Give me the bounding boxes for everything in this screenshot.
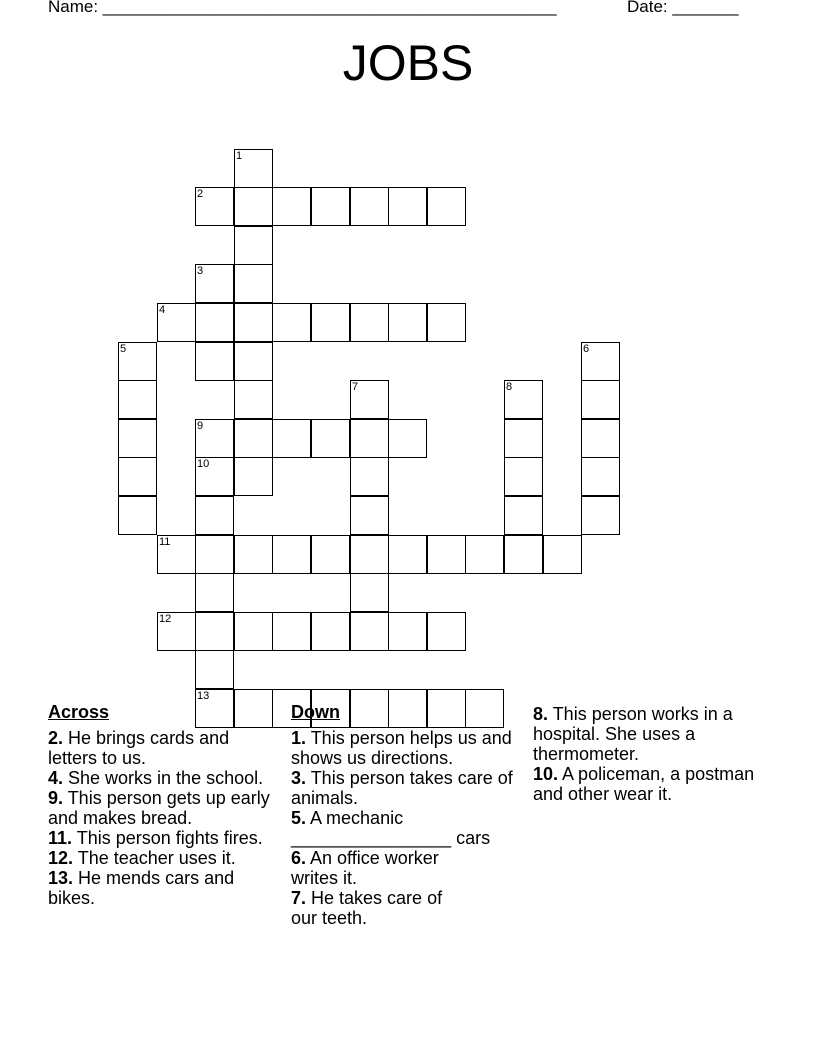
grid-cell[interactable] — [234, 535, 273, 574]
clue-across-12: 12. The teacher uses it. — [48, 848, 236, 868]
grid-cell[interactable] — [350, 187, 389, 226]
grid-cell[interactable] — [118, 457, 157, 496]
across-clues — [48, 702, 270, 908]
grid-cell[interactable] — [195, 535, 234, 574]
clue-down-1: 1. This person helps us and shows us directions. — [291, 728, 512, 768]
clue-number: 8 — [506, 381, 513, 393]
clue-across-2: 2. He brings cards and letters to us. — [48, 728, 230, 768]
clue-across-9: 9. This person gets up early and makes bread. — [48, 788, 270, 828]
grid-cell[interactable] — [118, 342, 157, 381]
grid-cell[interactable] — [581, 342, 620, 381]
clue-number: 1 — [236, 150, 243, 162]
clue-number: 10 — [197, 458, 210, 470]
grid-cell[interactable] — [118, 419, 157, 458]
grid-cell[interactable] — [504, 457, 543, 496]
clue-number: 6 — [583, 343, 590, 355]
grid-cell[interactable] — [272, 187, 311, 226]
grid-cell[interactable] — [234, 342, 273, 381]
clue-number: 9 — [197, 420, 204, 432]
grid-cell[interactable] — [195, 496, 234, 535]
grid-cell[interactable] — [311, 535, 350, 574]
grid-cell[interactable] — [272, 303, 311, 342]
grid-cell[interactable] — [311, 419, 350, 458]
grid-cell[interactable] — [543, 535, 582, 574]
grid-cell[interactable] — [350, 573, 389, 612]
clue-down-5: 5. A mechanic ________________ cars — [291, 808, 491, 848]
grid-cell[interactable] — [157, 303, 196, 342]
grid-cell[interactable] — [350, 496, 389, 535]
grid-cell[interactable] — [195, 612, 234, 651]
grid-cell[interactable] — [234, 303, 273, 342]
clue-down-7: 7. He takes care of our teeth. — [291, 888, 443, 928]
grid-cell[interactable] — [581, 419, 620, 458]
grid-cell[interactable] — [234, 264, 273, 303]
grid-cell[interactable] — [388, 612, 427, 651]
page-title: JOBS — [342, 35, 474, 91]
grid-cell[interactable] — [504, 419, 543, 458]
grid-cell[interactable] — [581, 457, 620, 496]
grid-cell[interactable] — [195, 650, 234, 689]
grid-cell[interactable] — [272, 419, 311, 458]
grid-cell[interactable] — [195, 264, 234, 303]
grid-cell[interactable] — [427, 612, 466, 651]
clue-down-6: 6. An office worker writes it. — [291, 848, 439, 888]
across-heading: Across — [48, 702, 110, 722]
clue-across-11: 11. This person fights fires. — [48, 828, 263, 848]
grid-cell[interactable] — [234, 380, 273, 419]
grid-cell[interactable] — [388, 187, 427, 226]
clue-down-8: 8. This person works in a hospital. She uses a thermometer. — [533, 704, 733, 764]
grid-cell[interactable] — [581, 380, 620, 419]
grid-cell[interactable] — [311, 303, 350, 342]
grid-cell[interactable] — [234, 457, 273, 496]
date-field[interactable]: Date: _______ — [627, 0, 739, 16]
down-clues-continued — [533, 704, 763, 804]
clue-across-4: 4. She works in the school. — [48, 768, 264, 788]
clue-number: 13 — [197, 690, 210, 702]
grid-cell[interactable] — [195, 342, 234, 381]
grid-cell[interactable] — [157, 612, 196, 651]
clue-number: 4 — [159, 304, 166, 316]
grid-cell[interactable] — [427, 303, 466, 342]
grid-cell[interactable] — [504, 535, 543, 574]
grid-cell[interactable] — [350, 612, 389, 651]
clue-down-10: 10. A policeman, a postman and other wear it. — [533, 764, 755, 804]
grid-cell[interactable] — [157, 535, 196, 574]
down-clues — [291, 702, 521, 928]
clue-across-13: 13. He mends cars and bikes. — [48, 868, 235, 908]
grid-cell[interactable] — [234, 226, 273, 265]
grid-cell[interactable] — [388, 303, 427, 342]
grid-cell[interactable] — [350, 457, 389, 496]
grid-cell[interactable] — [311, 187, 350, 226]
grid-cell[interactable] — [504, 380, 543, 419]
grid-cell[interactable] — [427, 187, 466, 226]
grid-cell[interactable] — [350, 419, 389, 458]
grid-cell[interactable] — [311, 612, 350, 651]
clue-number: 5 — [120, 343, 127, 355]
name-field[interactable]: Name: ________________________________________________ — [48, 0, 557, 16]
grid-cell[interactable] — [272, 535, 311, 574]
grid-cell[interactable] — [234, 419, 273, 458]
grid-cell[interactable] — [272, 612, 311, 651]
grid-cell[interactable] — [118, 496, 157, 535]
clue-down-3: 3. This person takes care of animals. — [291, 768, 513, 808]
grid-cell[interactable] — [350, 380, 389, 419]
grid-cell[interactable] — [234, 187, 273, 226]
grid-cell[interactable] — [195, 419, 234, 458]
grid-cell[interactable] — [388, 535, 427, 574]
grid-cell[interactable] — [195, 573, 234, 612]
grid-cell[interactable] — [465, 535, 504, 574]
grid-cell[interactable] — [427, 535, 466, 574]
clue-number: 2 — [197, 188, 204, 200]
grid-cell[interactable] — [195, 187, 234, 226]
grid-cell[interactable] — [118, 380, 157, 419]
clue-number: 7 — [352, 381, 359, 393]
grid-cell[interactable] — [350, 303, 389, 342]
grid-cell[interactable] — [234, 612, 273, 651]
clue-number: 11 — [159, 536, 171, 548]
grid-cell[interactable] — [234, 149, 273, 188]
grid-cell[interactable] — [581, 496, 620, 535]
grid-cell[interactable] — [350, 535, 389, 574]
down-heading: Down — [291, 702, 340, 722]
clue-number: 12 — [159, 613, 172, 625]
grid-cell[interactable] — [195, 457, 234, 496]
clue-number: 3 — [197, 265, 204, 277]
grid-cell[interactable] — [195, 303, 234, 342]
grid-cell[interactable] — [388, 419, 427, 458]
grid-cell[interactable] — [504, 496, 543, 535]
